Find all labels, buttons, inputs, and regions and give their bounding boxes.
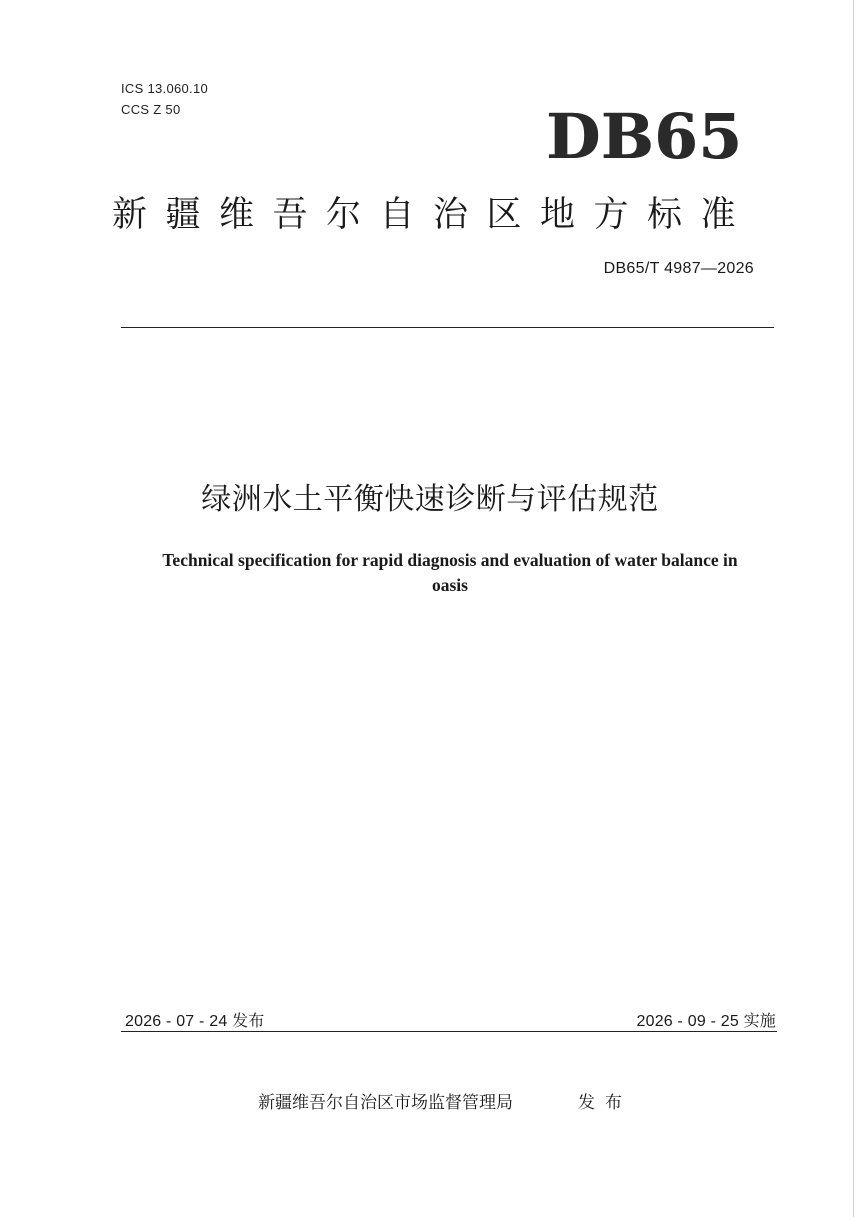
publish-label: 发布 bbox=[578, 1093, 632, 1113]
title-english bbox=[100, 548, 800, 598]
title-english-line2: oasis bbox=[432, 575, 468, 595]
standard-mark-logo: DB65 bbox=[546, 100, 743, 173]
standard-number: DB65/T 4987—2026 bbox=[603, 260, 754, 277]
ccs-code: CCS Z 50 bbox=[121, 102, 181, 117]
implementation-date: 2026 - 09 - 25 实施 bbox=[636, 1013, 776, 1030]
bottom-divider bbox=[121, 1031, 777, 1032]
scan-edge-line bbox=[853, 0, 854, 1217]
publisher-name: 新疆维吾尔自治区市场监督管理局 bbox=[258, 1093, 513, 1113]
title-english-line1: Technical specification for rapid diagnosis and evaluation of water balance in bbox=[162, 550, 738, 570]
ics-code: ICS 13.060.10 bbox=[121, 81, 209, 96]
issuer-title: 新疆维吾尔自治区地方标准 bbox=[112, 195, 755, 235]
issue-date: 2026 - 07 - 24 发布 bbox=[125, 1013, 265, 1030]
top-divider bbox=[121, 327, 774, 328]
title-chinese: 绿洲水土平衡快速诊断与评估规范 bbox=[201, 482, 659, 517]
